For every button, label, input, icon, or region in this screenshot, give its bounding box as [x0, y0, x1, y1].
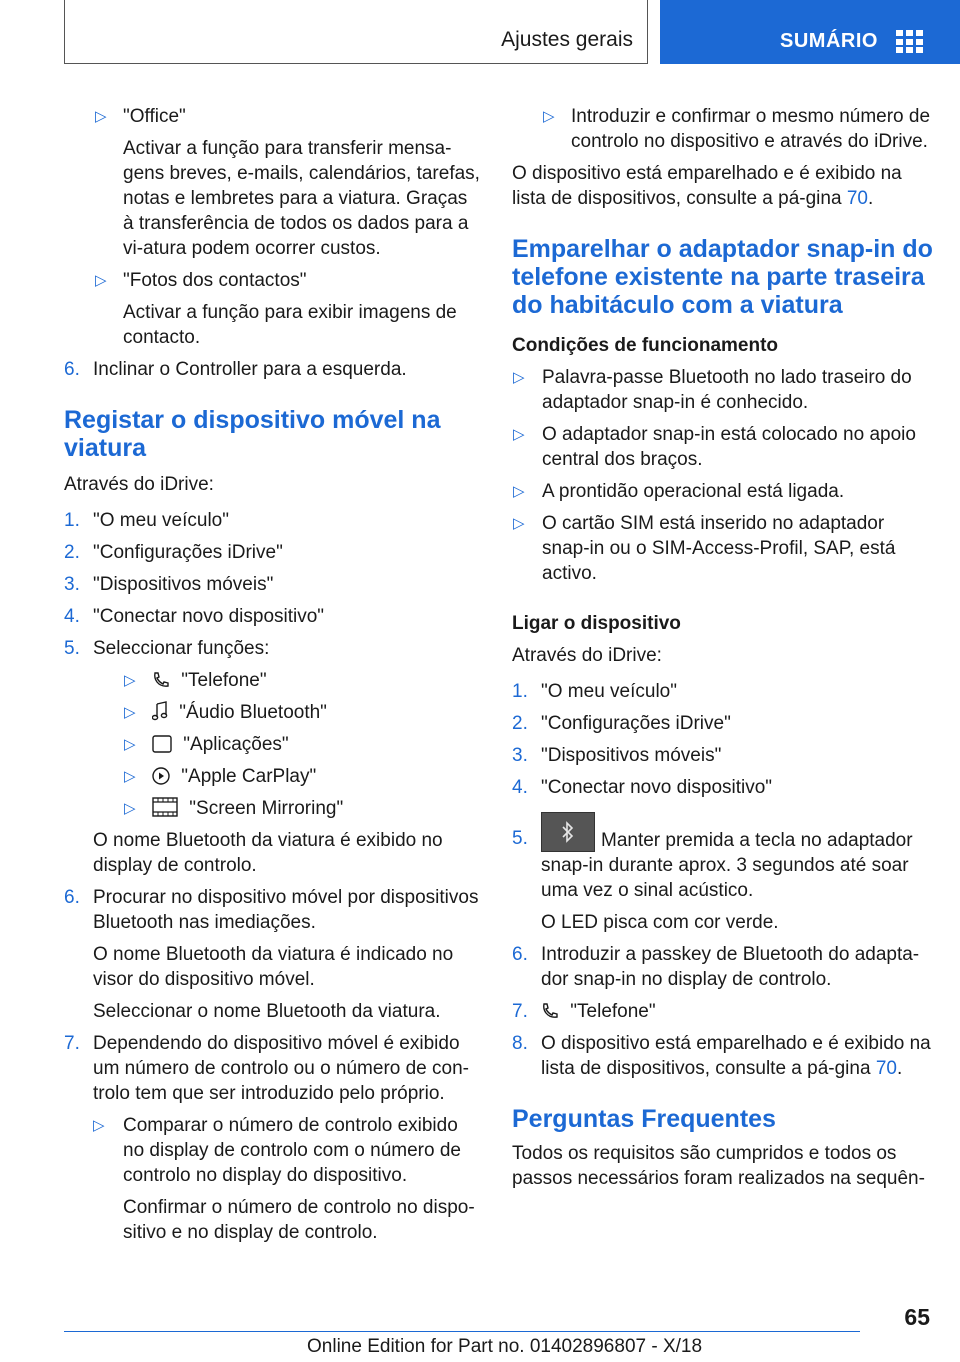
- step-text: Dependendo do dispositivo móvel é exibido um número de controlo ou o número de con-trolo tem que ser introduzido pelo próprio.: [93, 1033, 469, 1104]
- step-2: [64, 540, 480, 565]
- step-note: O LED pisca com cor verde.: [541, 912, 779, 933]
- condition-text: A prontidão operacional está ligada.: [542, 481, 845, 502]
- step-6-inclinar: [64, 357, 480, 382]
- step-number: 6.: [64, 359, 80, 380]
- function-label: "Áudio Bluetooth": [179, 702, 327, 723]
- step-1: [512, 679, 936, 704]
- bullet-text: Comparar o número de controlo exibido no display de controlo com o número de controlo no display do dispositivo.: [123, 1115, 461, 1186]
- condition-text: Palavra-passe Bluetooth no lado traseiro do adaptador snap-in é conhecido.: [542, 367, 912, 413]
- triangle-bullet-icon: ▷: [93, 1117, 105, 1134]
- triangle-bullet-icon: ▷: [513, 483, 525, 500]
- left-column: [64, 104, 480, 1245]
- step-text: Seleccionar funções:: [93, 638, 270, 659]
- step-number: 4.: [512, 777, 528, 798]
- step-4: [512, 775, 936, 800]
- phone-icon: [541, 1002, 559, 1020]
- function-screen-mirroring: [64, 796, 480, 821]
- step-number: 4.: [64, 606, 80, 627]
- step-text: Inclinar o Controller para a esquerda.: [93, 359, 407, 380]
- music-note-icon: [152, 701, 168, 721]
- step-7-telefone: [512, 999, 936, 1024]
- step-text: Introduzir a passkey de Bluetooth do adapta-dor snap-in no display de controlo.: [541, 944, 920, 990]
- step-text: "Configurações iDrive": [93, 542, 283, 563]
- function-carplay: [64, 764, 480, 789]
- step-1: [64, 508, 480, 533]
- function-telefone: [64, 668, 480, 693]
- step-number: 8.: [512, 1033, 528, 1054]
- triangle-bullet-icon: ▷: [513, 369, 525, 386]
- step-text: "Dispositivos móveis": [93, 574, 274, 595]
- step-number: 5.: [512, 828, 528, 849]
- condition-item: [512, 479, 936, 504]
- right-column: [512, 104, 936, 1191]
- via-idrive: Através do iDrive:: [512, 645, 662, 666]
- function-aplicacoes: [64, 732, 480, 757]
- bluetooth-key-icon: [541, 812, 595, 852]
- triangle-bullet-icon: ▷: [124, 704, 136, 721]
- step-5-manter: [512, 812, 936, 935]
- step-number: 2.: [512, 713, 528, 734]
- footer-divider: [64, 1331, 860, 1332]
- step-5: [64, 636, 480, 661]
- fotos-desc: Activar a função para exibir imagens de contacto.: [123, 302, 457, 348]
- step-number: 1.: [64, 510, 80, 531]
- step-number: 7.: [512, 1001, 528, 1022]
- heading-emparelhar: Emparelhar o adaptador snap-in do telefone existente na parte traseira do habitáculo com a viatura: [512, 235, 933, 319]
- faq-text: Todos os requisitos são cumpridos e todos os passos necessários foram realizados na sequên-: [512, 1143, 925, 1189]
- step-2: [512, 711, 936, 736]
- step-text: "Conectar novo dispositivo": [93, 606, 325, 627]
- header-section-box: [64, 0, 648, 64]
- triangle-bullet-icon: ▷: [124, 768, 136, 785]
- sumario-button[interactable]: [660, 0, 960, 64]
- step-number: 2.: [64, 542, 80, 563]
- step-text: "Dispositivos móveis": [541, 745, 722, 766]
- triangle-bullet-icon: ▷: [513, 426, 525, 443]
- page-number: 65: [904, 1304, 930, 1330]
- step-note: Seleccionar o nome Bluetooth da viatura.: [93, 1001, 441, 1022]
- function-label: "Aplicações": [183, 734, 289, 755]
- intro-note: [512, 161, 936, 211]
- triangle-bullet-icon: ▷: [95, 108, 107, 125]
- step-number: 3.: [64, 574, 80, 595]
- step-text: Manter premida a tecla no adaptador snap-in durante aprox. 3 segundos até soar uma vez o sinal acústico.: [541, 830, 913, 901]
- step-text: "O meu veículo": [541, 681, 677, 702]
- office-label: "Office": [123, 106, 186, 127]
- triangle-bullet-icon: ▷: [513, 515, 525, 532]
- step-6-procurar: [64, 885, 480, 1024]
- condition-item: [512, 365, 936, 415]
- bullet-text: Introduzir e confirmar o mesmo número de controlo no dispositivo e através do iDrive.: [571, 106, 931, 152]
- note-end: .: [867, 188, 874, 209]
- step-text: Procurar no dispositivo móvel por dispositivos Bluetooth nas imediações.: [93, 887, 479, 933]
- condition-text: O adaptador snap-in está colocado no apoio central dos braços.: [542, 424, 916, 470]
- step-number: 7.: [64, 1033, 80, 1054]
- note-text: O dispositivo está emparelhado e é exibido na lista de dispositivos, consulte a pá-gina: [512, 163, 902, 209]
- function-audio: [64, 700, 480, 725]
- via-idrive: Através do iDrive:: [64, 474, 214, 495]
- function-label: "Screen Mirroring": [189, 798, 344, 819]
- bullet-office: [64, 104, 480, 261]
- step-text: "Configurações iDrive": [541, 713, 731, 734]
- step-7-numero: [64, 1031, 480, 1245]
- condition-item: [512, 422, 936, 472]
- step-text: "Telefone": [570, 1001, 656, 1022]
- apps-icon: [152, 735, 172, 753]
- triangle-bullet-icon: ▷: [124, 672, 136, 689]
- bullet-note: Confirmar o número de controlo no dispo-sitivo e no display de controlo.: [123, 1197, 475, 1243]
- step-number: 3.: [512, 745, 528, 766]
- step-number: 1.: [512, 681, 528, 702]
- step-6-passkey: [512, 942, 936, 992]
- step-number: 5.: [64, 638, 80, 659]
- step-text-row: [541, 812, 936, 903]
- heading-perguntas: Perguntas Frequentes: [512, 1105, 776, 1133]
- triangle-bullet-icon: ▷: [124, 800, 136, 817]
- step-4: [64, 604, 480, 629]
- condition-text: O cartão SIM está inserido no adaptador snap-in ou o SIM-Access-Profil, SAP, está activo.: [542, 513, 896, 584]
- step-text-end: .: [896, 1058, 903, 1079]
- sumario-label: SUMÁRIO: [780, 30, 878, 52]
- heading-condicoes: Condições de funcionamento: [512, 335, 779, 356]
- bullet-fotos: [64, 268, 480, 350]
- triangle-bullet-icon: ▷: [95, 272, 107, 289]
- step-3: [64, 572, 480, 597]
- heading-ligar: Ligar o dispositivo: [512, 613, 681, 634]
- step-note: O nome Bluetooth da viatura é indicado no visor do dispositivo móvel.: [93, 944, 454, 990]
- carplay-icon: [152, 767, 170, 785]
- step-number: 6.: [512, 944, 528, 965]
- edition-line: Online Edition for Part no. 01402896807 - X/18: [307, 1336, 703, 1357]
- fotos-label: "Fotos dos contactos": [123, 270, 307, 291]
- page-link[interactable]: 70: [875, 1058, 897, 1079]
- step-text: O dispositivo está emparelhado e é exibido na lista de dispositivos, consulte a pá-gina: [541, 1033, 931, 1079]
- grid-menu-icon: [896, 30, 923, 53]
- step-text-row: [541, 1031, 936, 1081]
- function-label: "Telefone": [181, 670, 267, 691]
- step-5-note: O nome Bluetooth da viatura é exibido no display de controlo.: [93, 830, 443, 876]
- condition-item: [512, 511, 936, 586]
- step-8-emparelhado: [512, 1031, 936, 1081]
- triangle-bullet-icon: ▷: [543, 108, 555, 125]
- triangle-bullet-icon: ▷: [124, 736, 136, 753]
- step-number: 6.: [64, 887, 80, 908]
- page-link[interactable]: 70: [846, 188, 868, 209]
- phone-icon: [152, 671, 170, 689]
- step-text: "O meu veículo": [93, 510, 229, 531]
- section-title: Ajustes gerais: [501, 28, 633, 51]
- screen-mirroring-icon: [152, 797, 178, 817]
- function-label: "Apple CarPlay": [181, 766, 317, 787]
- step-text: "Conectar novo dispositivo": [541, 777, 773, 798]
- bullet-introduzir: [512, 104, 936, 154]
- office-desc: Activar a função para transferir mensa-gens breves, e-mails, calendários, tarefas, notas e lembretes para a viatura. Graças à transferência de todos os dados para a vi-atura podem ocorrer custos.: [123, 138, 480, 259]
- heading-registar: Registar o dispositivo móvel na viatura: [64, 406, 441, 462]
- bullet-comparar: [93, 1113, 480, 1245]
- step-3: [512, 743, 936, 768]
